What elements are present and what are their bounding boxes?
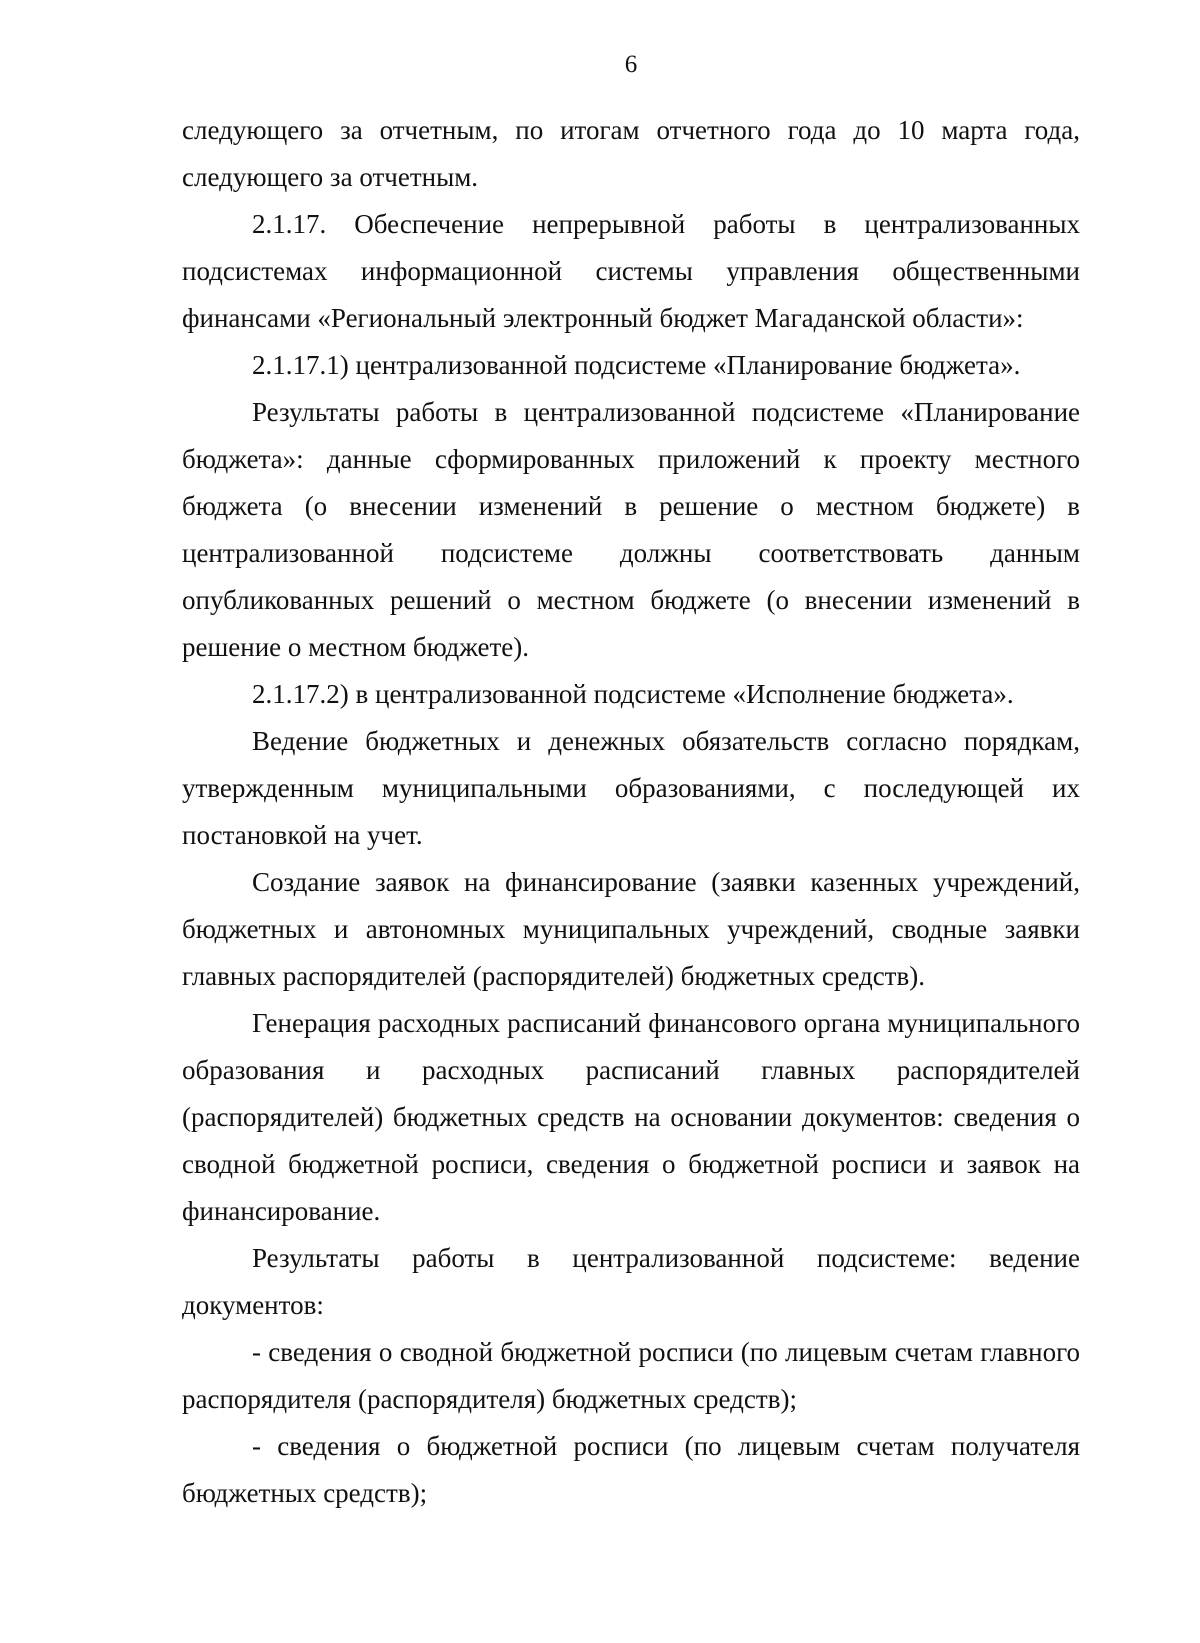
document-body bbox=[182, 107, 1080, 1517]
list-item-consolidated-budget: - сведения о сводной бюджетной росписи (по лицевым счетам главного распорядителя (распорядителя) бюджетных средств); bbox=[182, 1337, 1080, 1414]
paragraph-funding-requests: Создание заявок на финансирование (заявки казенных учреждений, бюджетных и автономных муниципальных учреждений, сводные заявки главных распорядителей (распорядителей) бюджетных средств). bbox=[182, 867, 1080, 991]
paragraph-obligations: Ведение бюджетных и денежных обязательств согласно порядкам, утвержденным муниципальными образованиями, с последующей их постановкой на учет. bbox=[182, 726, 1080, 850]
page-number: 6 bbox=[624, 51, 638, 78]
list-item-budget-schedule: - сведения о бюджетной росписи (по лицевым счетам получателя бюджетных средств); bbox=[182, 1431, 1080, 1508]
paragraph-planning-results: Результаты работы в централизованной подсистеме «Планирование бюджета»: данные сформированных приложений к проекту местного бюджета (о внесении изменений в решение о местном бюджете) в централизованной подсистеме должны соответствовать данным опубликованных решений о местном бюджете (о внесении изменений в решение о местном бюджете). bbox=[182, 397, 1080, 662]
paragraph-execution-results: Результаты работы в централизованной подсистеме: ведение документов: bbox=[182, 1243, 1080, 1320]
paragraph-section-2-1-17: 2.1.17. Обеспечение непрерывной работы в централизованных подсистемах информационной системы управления общественными финансами «Региональный электронный бюджет Магаданской области»: bbox=[182, 209, 1080, 333]
paragraph-expense-schedules: Генерация расходных расписаний финансового органа муниципального образования и расходных расписаний главных распорядителей (распорядителей) бюджетных средств на основании документов: сведения о сводной бюджетной росписи, сведения о бюджетной росписи и заявок на финансирование. bbox=[182, 1008, 1080, 1226]
paragraph-section-2-1-17-1: 2.1.17.1) централизованной подсистеме «Планирование бюджета». bbox=[252, 350, 1021, 380]
paragraph-section-2-1-17-2: 2.1.17.2) в централизованной подсистеме «Исполнение бюджета». bbox=[252, 679, 1014, 709]
paragraph-continuation: следующего за отчетным, по итогам отчетного года до 10 марта года, следующего за отчетным. bbox=[182, 115, 1080, 192]
